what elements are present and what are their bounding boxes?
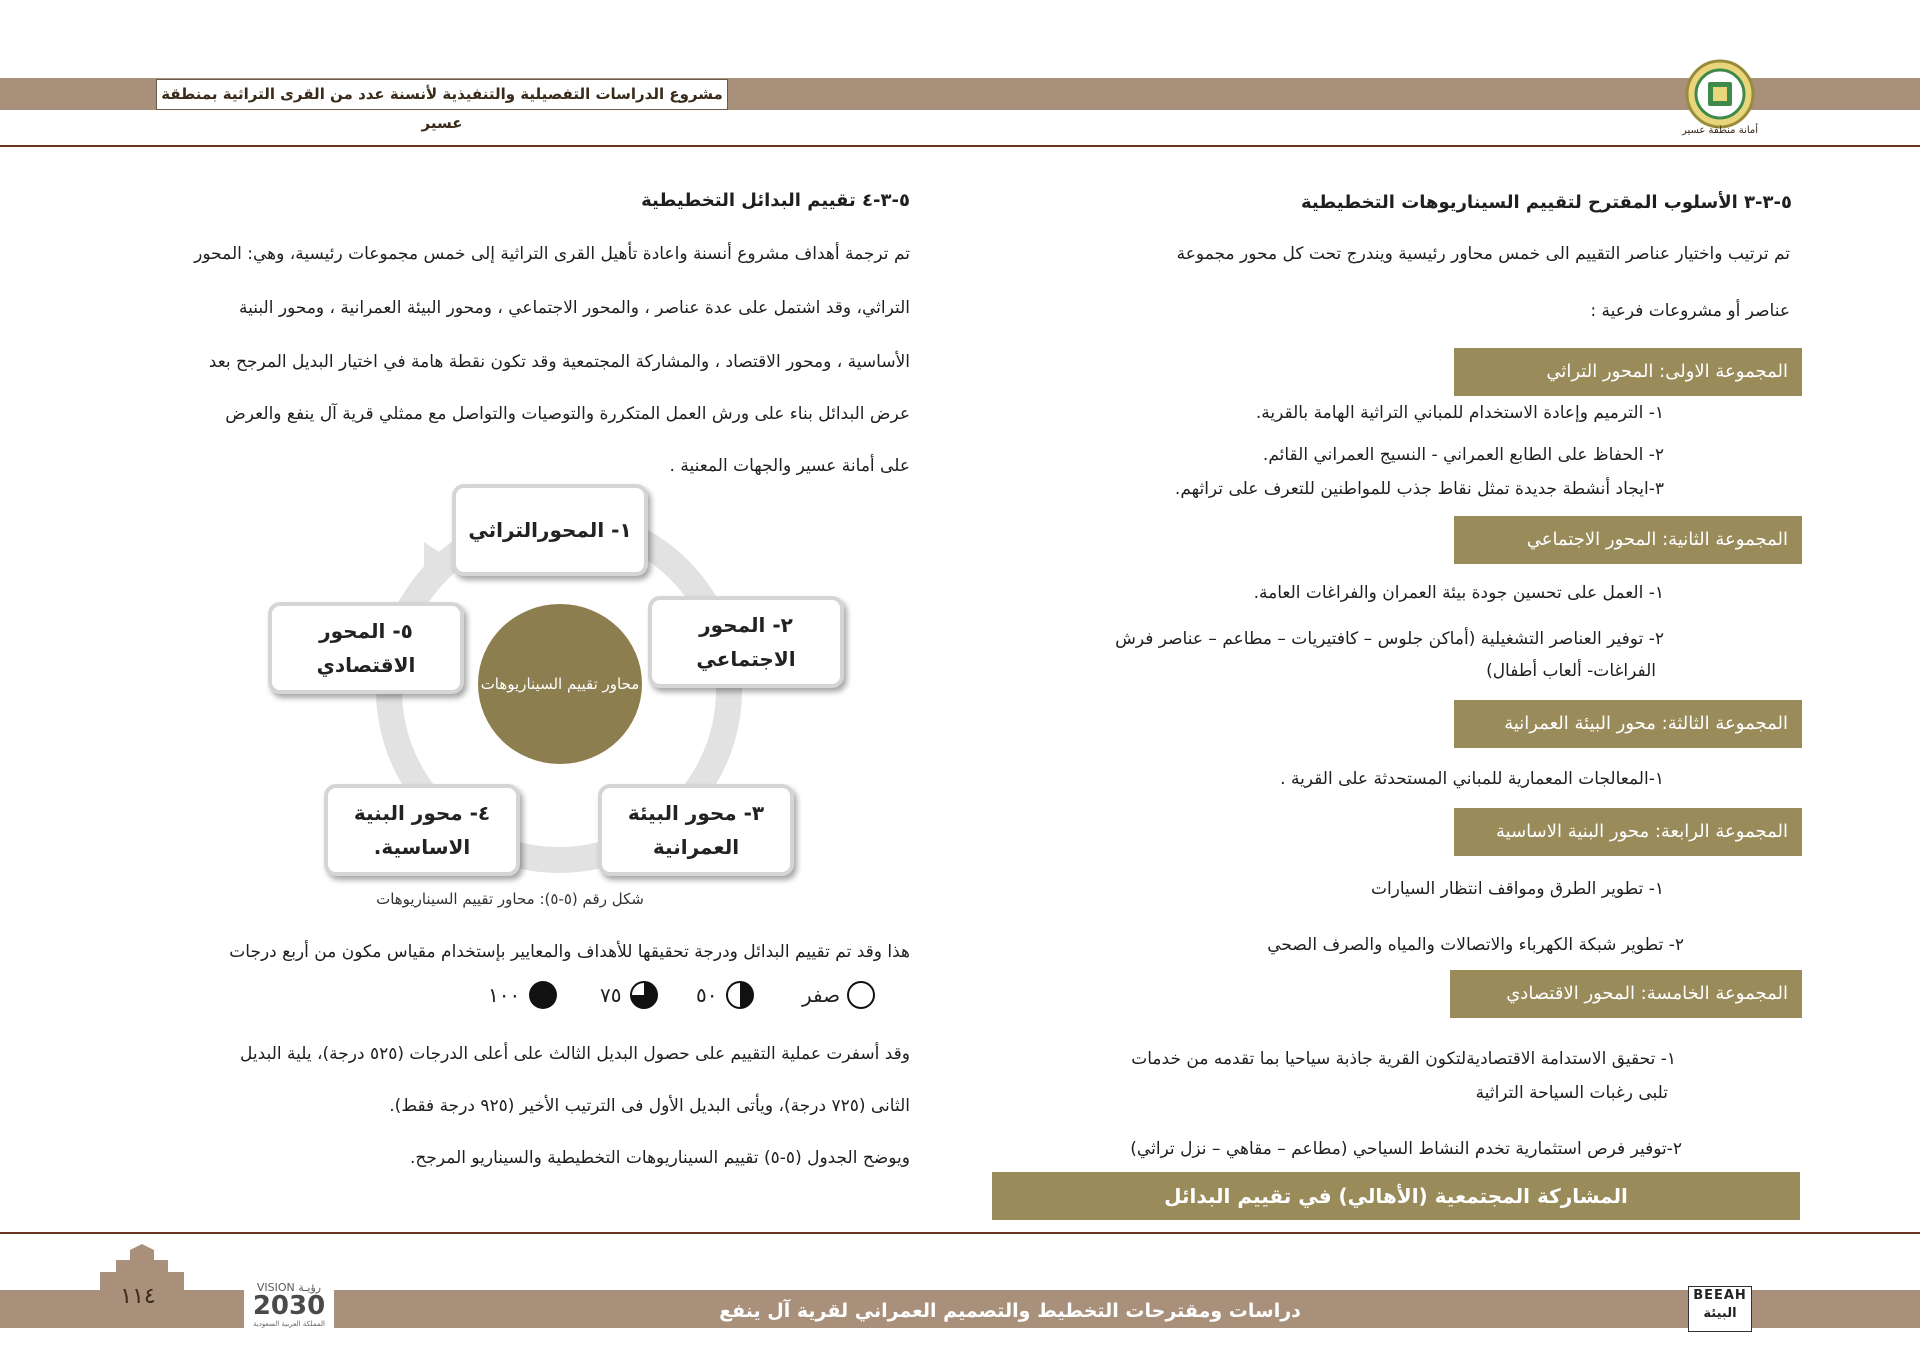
rating-level-100 xyxy=(488,980,558,1010)
vision-top-label: VISION رؤيـة xyxy=(256,1281,322,1294)
header-rule xyxy=(0,145,1920,147)
paragraph-line: التراثي، وقد اشتمل على عدة عناصر ، والمحور الاجتماعي ، ومحور البيئة العمرانية ، ومحور البنية xyxy=(239,298,910,318)
logo-caption: أمانة منطقة عسير xyxy=(1681,125,1759,136)
rating-level-75 xyxy=(600,980,659,1010)
three-quarter-circle-icon xyxy=(629,980,659,1010)
diagram-center-circle: محاور تقييم السيناريوهات xyxy=(478,604,642,764)
full-circle-icon xyxy=(528,980,558,1010)
empty-circle-icon xyxy=(846,980,876,1010)
project-title: مشروع الدراسات التفصيلية والتنفيذية لأنسنة عدد من القرى التراثية بمنطقة عسير xyxy=(156,79,728,110)
paragraph-line: ويوضح الجدول (٥-٥) تقييم السيناريوهات التخطيطية والسيناريو المرجح. xyxy=(409,1148,910,1168)
group-heading-social: المجموعة الثانية: المحور الاجتماعي xyxy=(1454,516,1802,564)
community-participation-banner: المشاركة المجتمعية (الأهالي) في تقييم البدائل xyxy=(992,1172,1800,1220)
figure-caption: شكل رقم (٥-٥): محاور تقييم السيناريوهات xyxy=(376,890,644,908)
list-item: ١-المعالجات المعمارية للمباني المستحدثة على القرية . xyxy=(1280,769,1664,789)
group-heading-economic: المجموعة الخامسة: المحور الاقتصادي xyxy=(1450,970,1802,1018)
diagram-node-heritage: ١- المحورالتراثي xyxy=(452,484,648,576)
list-item: الفراغات- ألعاب أطفال) xyxy=(1486,661,1656,681)
list-item: تلبى رغبات السياحة التراثية xyxy=(1475,1083,1668,1103)
diagram-node-infrastructure: ٤- محور البنية الاساسية. xyxy=(324,784,520,876)
list-item: ٢-توفير فرص استثمارية تخدم النشاط السياحي (مطاعم – مقاهي – نزل تراثي) xyxy=(1130,1139,1682,1159)
rating-label: صفر xyxy=(802,983,841,1007)
list-item: ٢- الحفاظ على الطابع العمراني - النسيج العمراني القائم. xyxy=(1262,445,1664,465)
list-item: ١- تطوير الطرق ومواقف انتظار السيارات xyxy=(1370,879,1664,899)
beeah-logo xyxy=(1688,1286,1752,1332)
paragraph-line: على أمانة عسير والجهات المعنية . xyxy=(669,456,910,476)
rating-label: ١٠٠ xyxy=(488,983,521,1007)
paragraph-line: الأساسية ، ومحور الاقتصاد ، والمشاركة المجتمعية وقد تكون نقطة هامة في اختيار البديل المرجح بعد xyxy=(208,352,910,372)
footer-rule xyxy=(0,1232,1920,1234)
paragraph-line: الثانى (٧٢٥ درجة)، ويأتى البديل الأول فى الترتيب الأخير (٩٢٥ درجة فقط). xyxy=(389,1096,910,1116)
paragraph-line: وقد أسفرت عملية التقييم على حصول البديل الثالث على أعلى الدرجات (٥٢٥ درجة)، يلية البديل xyxy=(240,1044,910,1064)
vision-number: 2030 xyxy=(252,1291,326,1321)
intro-line-2: عناصر أو مشروعات فرعية : xyxy=(1590,301,1790,321)
group-heading-urban-environment: المجموعة الثالثة: محور البيئة العمرانية xyxy=(1454,700,1802,748)
list-item: ١- العمل على تحسين جودة بيئة العمران والفراغات العامة. xyxy=(1253,583,1664,603)
list-item: ٣-ايجاد أنشطة جديدة تمثل نقاط جذب للمواطنين للتعرف على تراثهم. xyxy=(1174,479,1664,499)
rating-label: ٥٠ xyxy=(696,983,718,1007)
group-heading-heritage: المجموعة الاولى: المحور التراثي xyxy=(1454,348,1802,396)
section-title-5-3-4: ٥-٣-٤ تقييم البدائل التخطيطية xyxy=(641,190,910,211)
intro-line-1: تم ترتيب واختيار عناصر التقييم الى خمس محاور رئيسية ويندرج تحت كل محور مجموعة xyxy=(1176,244,1790,264)
rating-label: ٧٥ xyxy=(600,983,622,1007)
list-item: ١- الترميم وإعادة الاستخدام للمباني التراثية الهامة بالقرية. xyxy=(1255,403,1664,423)
rating-intro: هذا وقد تم تقييم البدائل ودرجة تحقيقها للأهداف والمعايير بإستخدام مقياس مكون من أربع درجات xyxy=(229,942,910,962)
section-title-5-3-3: ٥-٣-٣ الأسلوب المقترح لتقييم السيناريوهات التخطيطية xyxy=(1301,192,1792,213)
rating-level-50 xyxy=(696,980,755,1010)
page-number: ١١٤ xyxy=(120,1284,156,1309)
list-item: ٢- توفير العناصر التشغيلية (أماكن جلوس – كافتيريات – مطاعم – عناصر فرش xyxy=(1115,629,1664,649)
asir-municipality-logo xyxy=(1684,58,1756,130)
beeah-arabic: البيئة xyxy=(1703,1306,1737,1321)
half-circle-icon xyxy=(725,980,755,1010)
paragraph-line: عرض البدائل بناء على ورش العمل المتكررة والتوصيات والتواصل مع ممثلي قرية آل ينفع والعرض xyxy=(225,404,910,424)
footer-title: دراسات ومقترحات التخطيط والتصميم العمراني لقرية آل ينفع xyxy=(719,1300,1301,1322)
beeah-english: BEEAH xyxy=(1693,1288,1747,1303)
paragraph-line: تم ترجمة أهداف مشروع أنسنة واعادة تأهيل القرى التراثية إلى خمس مجموعات رئيسية، وهي: المحور xyxy=(194,244,910,264)
diagram-node-economic: ٥- المحور الاقتصادي xyxy=(268,602,464,694)
list-item: ١- تحقيق الاستدامة الاقتصاديةلتكون القرية جاذبة سياحيا بما تقدمه من خدمات xyxy=(1131,1049,1676,1069)
rating-level-zero xyxy=(802,980,876,1010)
vision-2030-logo xyxy=(244,1279,334,1333)
group-heading-infrastructure: المجموعة الرابعة: محور البنية الاساسية xyxy=(1454,808,1802,856)
list-item: ٢- تطوير شبكة الكهرباء والاتصالات والمياه والصرف الصحي xyxy=(1267,935,1684,955)
vision-subtitle: المملكة العربية السعودية xyxy=(253,1320,325,1328)
diagram-node-social: ٢- المحور الاجتماعي xyxy=(648,596,844,688)
diagram-node-urban-environment: ٣- محور البيئة العمرانية xyxy=(598,784,794,876)
